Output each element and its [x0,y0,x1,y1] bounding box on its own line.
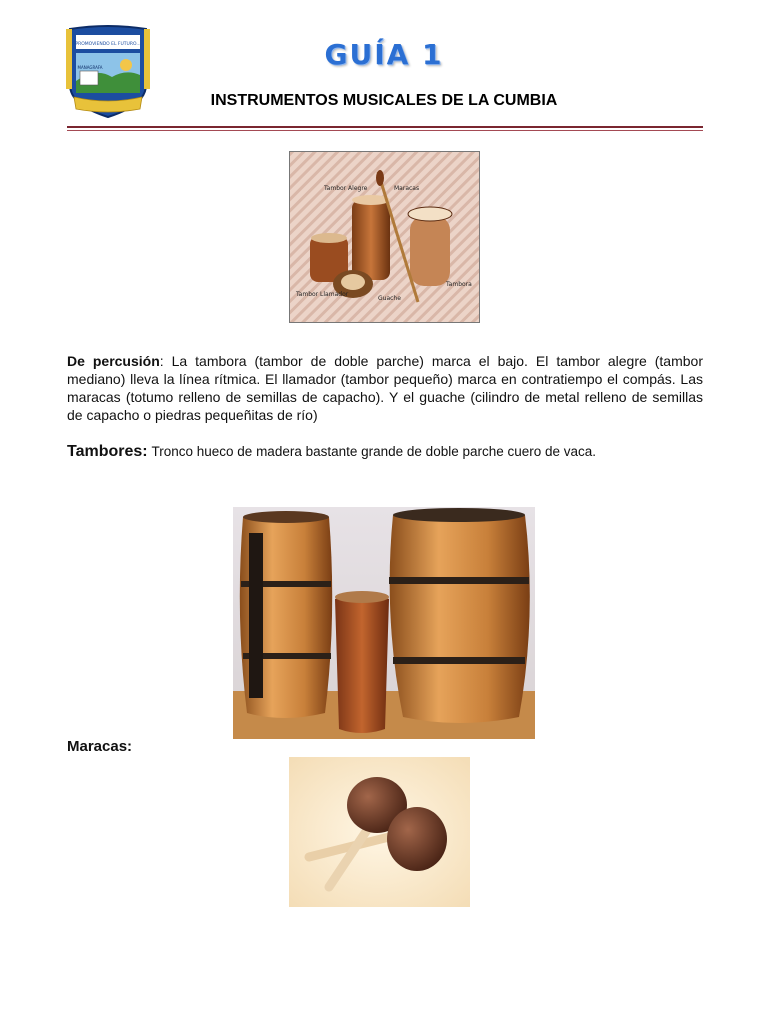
label-tambora: Tambora [446,281,472,288]
document-title: INSTRUMENTOS MUSICALES DE LA CUMBIA [210,92,558,109]
header-divider-bottom [67,130,703,131]
logo-name-text: MANAGRAFA [77,65,103,70]
header-divider-top [67,126,703,128]
instruments-labeled-image [289,151,480,323]
drums-photo [233,507,535,739]
label-maracas: Maracas [394,185,420,192]
percussion-text: : La tambora (tambor de doble parche) marca el bajo. El tambor alegre (tambor mediano) lleva la línea rítmica. El llamador (tambor pequeño) marca en contratiempo el compás. Las maracas (totumo relleno de semillas de capacho). Y el guache (cilindro de metal relleno de semillas de capacho o piedras pequeñitas de río) [67,353,703,423]
maracas-heading: Maracas: [67,738,133,755]
label-tambor-alegre: Tambor Alegre [324,185,368,192]
label-guache: Guache [378,295,401,302]
percussion-lead: De percusión [67,353,160,369]
drums-lead: Tambores: [67,443,148,460]
label-tambor-llamador: Tambor Llamador [296,291,349,298]
guide-title: GUÍA 1 [324,38,444,71]
percussion-paragraph [67,352,703,424]
drums-paragraph [67,441,703,462]
maracas-photo [289,757,470,907]
drums-text: Tronco hueco de madera bastante grande de doble parche cuero de vaca. [151,444,597,459]
logo-banner-text: PROMOVIENDO EL FUTURO... [75,42,141,47]
